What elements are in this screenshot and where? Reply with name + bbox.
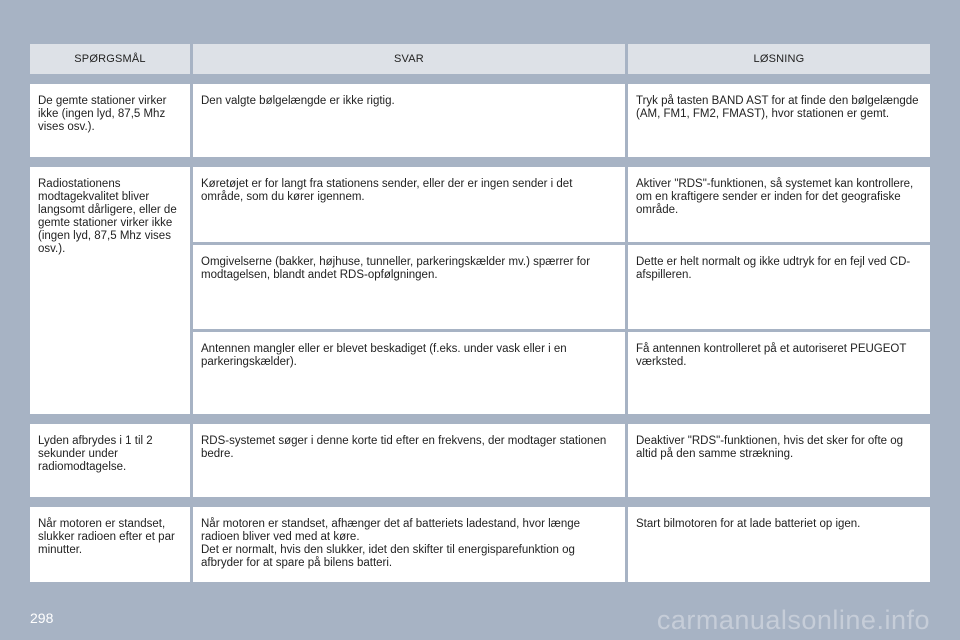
solution-cell: Tryk på tasten BAND AST for at finde den bølgelængde (AM, FM1, FM2, FMAST), hvor stationen er gemt.	[628, 84, 930, 157]
answer-cell: Omgivelserne (bakker, højhuse, tunneller, parkeringskælder mv.) spærrer for modtagelsen, blandt andet RDS-opfølgningen.	[193, 245, 625, 329]
answer-cell: Antennen mangler eller er blevet beskadiget (f.eks. under vask eller i en parkeringskælder).	[193, 332, 625, 414]
watermark: carmanualsonline.info	[656, 605, 930, 635]
header-question: SPØRGSMÅL	[30, 44, 190, 74]
answer-text: Det er normalt, hvis den slukker, idet den skifter til energisparefunktion og afbryder for at spare på bilens batteri.	[201, 544, 575, 569]
question-cell: Lyden afbrydes i 1 til 2 sekunder under radiomodtagelse.	[30, 424, 190, 497]
answer-cell	[193, 507, 625, 582]
answer-text: Når motoren er standset, afhænger det af batteriets ladestand, hvor længe radioen bliver ved med at køre.	[201, 518, 581, 543]
question-cell: Radiostationens modtagekvalitet bliver langsomt dårligere, eller de gemte stationer virker ikke (ingen lyd, 87,5 Mhz vises osv.).	[30, 167, 190, 414]
question-cell: Når motoren er standset, slukker radioen efter et par minutter.	[30, 507, 190, 582]
answer-cell: RDS-systemet søger i denne korte tid efter en frekvens, der modtager stationen bedre.	[193, 424, 625, 497]
solution-cell: Deaktiver "RDS"-funktionen, hvis det sker for ofte og altid på den samme strækning.	[628, 424, 930, 497]
solution-cell: Start bilmotoren for at lade batteriet op igen.	[628, 507, 930, 582]
solution-cell: Dette er helt normalt og ikke udtryk for en fejl ved CD-afspilleren.	[628, 245, 930, 329]
answer-cell: Køretøjet er for langt fra stationens sender, eller der er ingen sender i det område, som du kører igennem.	[193, 167, 625, 242]
answer-cell: Den valgte bølgelængde er ikke rigtig.	[193, 84, 625, 157]
header-solution: LØSNING	[628, 44, 930, 74]
solution-cell: Aktiver "RDS"-funktionen, så systemet kan kontrollere, om en kraftigere sender er inden for det geografiske område.	[628, 167, 930, 242]
solution-cell: Få antennen kontrolleret på et autoriseret PEUGEOT værksted.	[628, 332, 930, 414]
header-answer: SVAR	[193, 44, 625, 74]
page-number: 298	[30, 610, 54, 626]
question-cell: De gemte stationer virker ikke (ingen lyd, 87,5 Mhz vises osv.).	[30, 84, 190, 157]
troubleshooting-table	[30, 44, 930, 582]
